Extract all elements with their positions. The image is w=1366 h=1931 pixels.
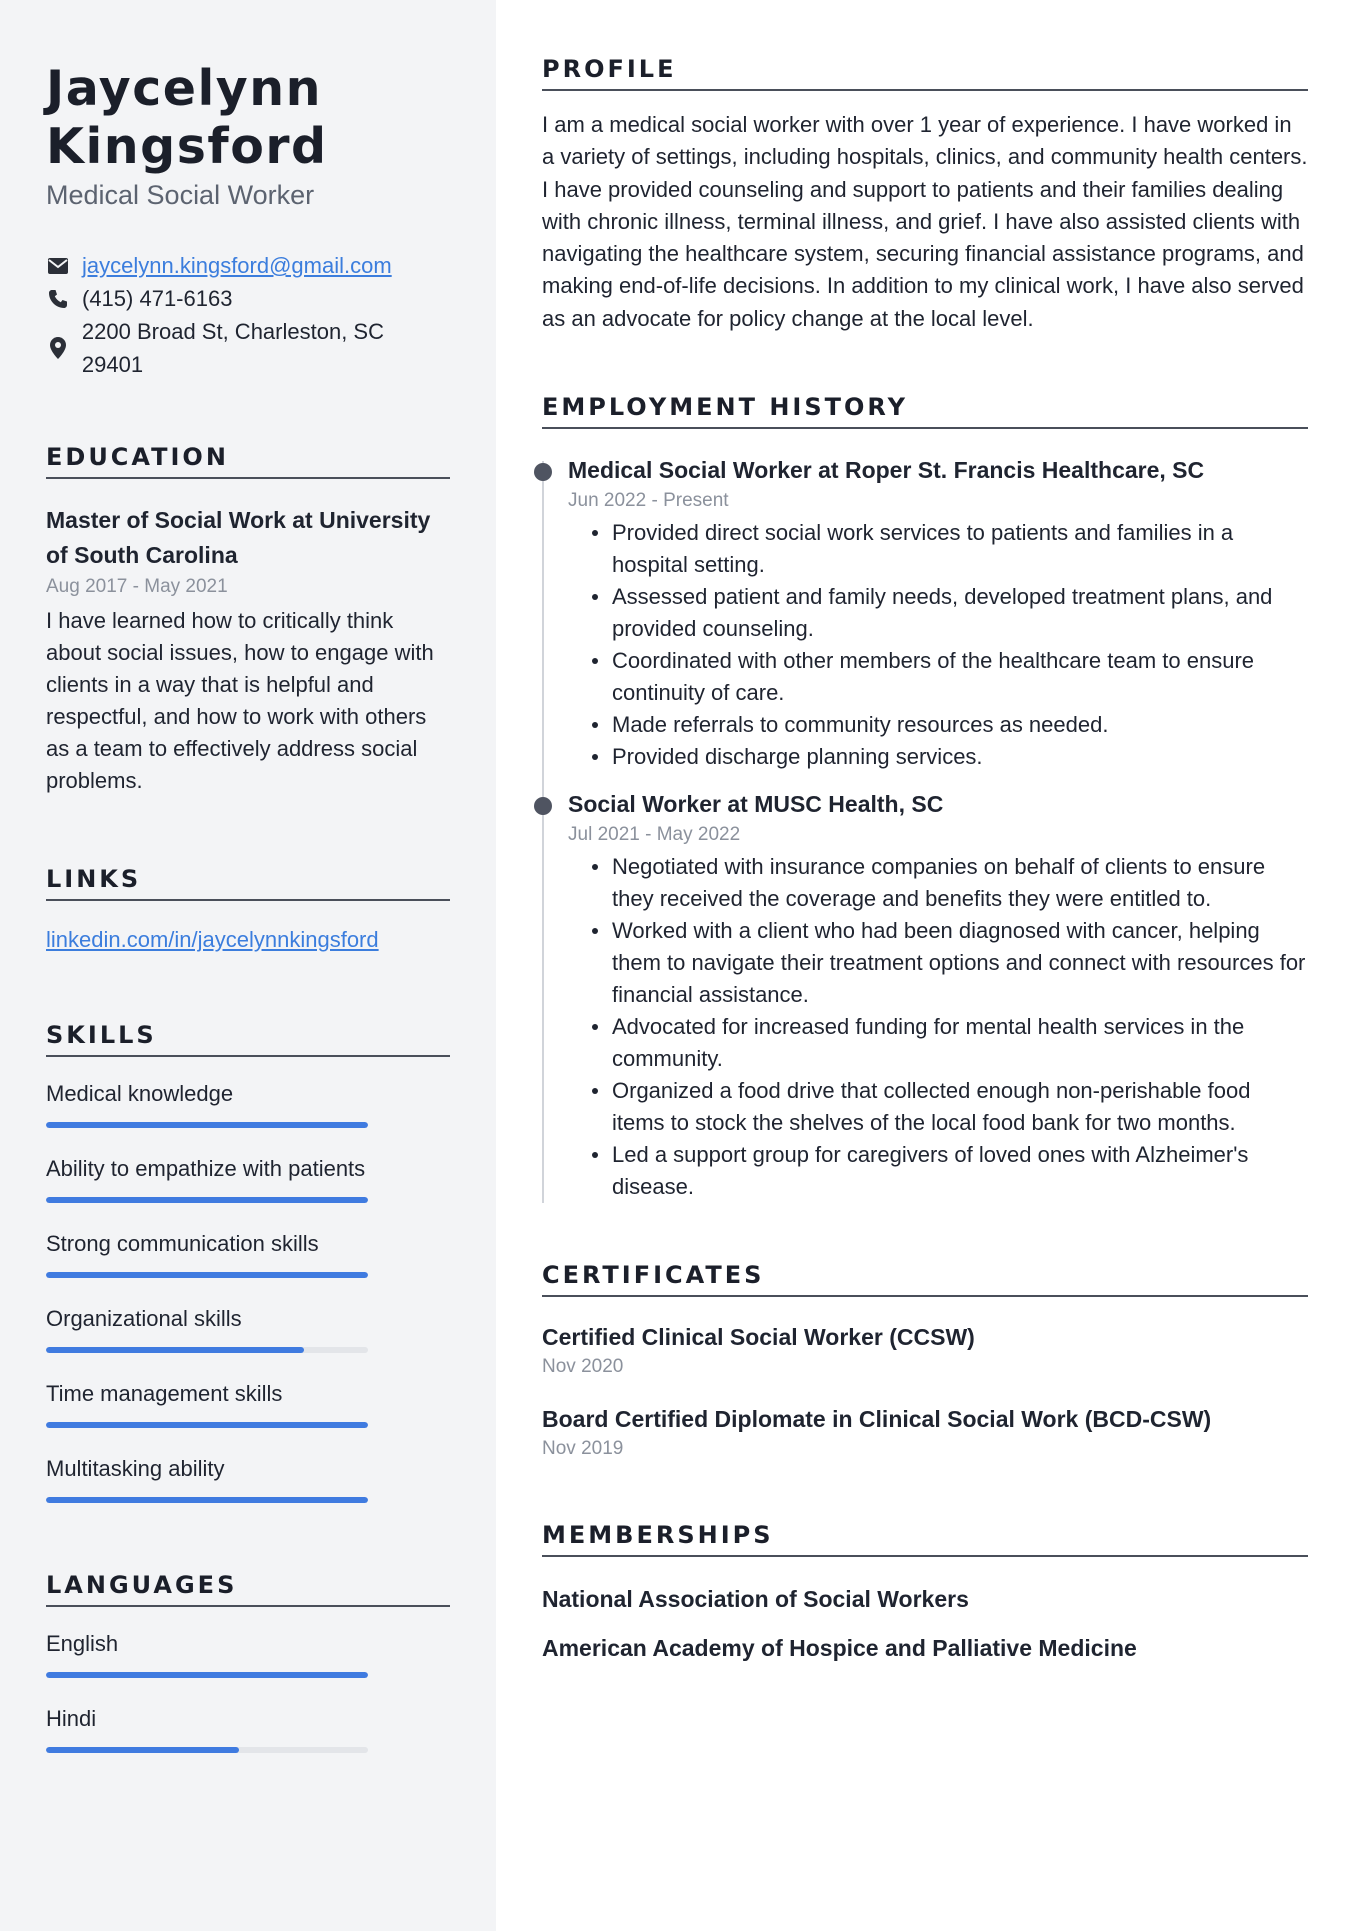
job-dates: Jun 2022 - Present [568, 490, 729, 512]
memberships-section [542, 1521, 1308, 1664]
skills-name: Multitasking ability [46, 1456, 225, 1481]
skills-item [46, 1079, 450, 1128]
job-entry [568, 787, 1308, 1203]
skills-item [46, 1379, 450, 1428]
timeline-dot [534, 463, 552, 481]
profile-section [542, 55, 1308, 335]
job-bullet: Advocated for increased funding for mental health services in the community. [586, 1011, 1308, 1075]
job-title: Medical Social Worker [46, 180, 315, 210]
job-dates: Jul 2021 - May 2022 [568, 824, 741, 846]
languages-name: Hindi [46, 1706, 97, 1731]
certificate-item [542, 1321, 1308, 1381]
skills-level-bar [46, 1347, 368, 1353]
phone-number: (415) 471-6163 [82, 286, 233, 311]
skills-heading: SKILLS [46, 1021, 450, 1057]
job-bullet: Provided discharge planning services. [586, 741, 1308, 773]
skills-level-bar [46, 1422, 368, 1428]
job-bullet: Negotiated with insurance companies on behalf of clients to ensure they received the coverage and benefits they were entitled to. [586, 851, 1308, 915]
certificates-section [542, 1261, 1308, 1463]
job-bullet: Worked with a client who had been diagnosed with cancer, helping them to navigate their treatment options and connect with resources for financial assistance. [586, 915, 1308, 1011]
contact-email [46, 249, 450, 282]
languages-level-fill [46, 1672, 368, 1678]
languages-name: English [46, 1631, 119, 1656]
skills-level-fill [46, 1347, 304, 1353]
job-bullets [568, 851, 1308, 1203]
skills-name: Strong communication skills [46, 1231, 319, 1256]
membership-item: National Association of Social Workers [542, 1586, 969, 1613]
job-bullets [568, 517, 1308, 773]
memberships-heading: MEMBERSHIPS [542, 1521, 1308, 1557]
contact-address [46, 315, 450, 381]
contact-phone [46, 282, 450, 315]
skills-level-fill [46, 1497, 368, 1503]
skills-level-bar [46, 1197, 368, 1203]
skills-level-bar [46, 1497, 368, 1503]
skills-name: Organizational skills [46, 1306, 242, 1331]
languages-heading: LANGUAGES [46, 1571, 450, 1607]
job-title: Medical Social Worker at Roper St. Francis Healthcare, SC [568, 457, 1205, 484]
languages-section [46, 1571, 450, 1753]
name-line-last: Kingsford [46, 118, 328, 175]
skills-item [46, 1229, 450, 1278]
sidebar [0, 0, 496, 1931]
linkedin-link[interactable]: linkedin.com/in/jaycelynnkingsford [46, 927, 379, 952]
skills-item [46, 1454, 450, 1503]
skills-level-fill [46, 1422, 368, 1428]
main-content [496, 0, 1366, 1931]
job-title: Social Worker at MUSC Health, SC [568, 791, 944, 818]
education-degree: Master of Social Work at University of South Carolina [46, 507, 431, 568]
certificates-heading: CERTIFICATES [542, 1261, 1308, 1297]
certificate-name: Board Certified Diplomate in Clinical Social Work (BCD-CSW) [542, 1406, 1212, 1433]
education-heading: EDUCATION [46, 443, 450, 479]
links-heading: LINKS [46, 865, 450, 901]
education-dates: Aug 2017 - May 2021 [46, 576, 228, 597]
job-bullet: Organized a food drive that collected enough non-perishable food items to stock the shelves of the local food bank for two months. [586, 1075, 1308, 1139]
languages-item [46, 1629, 450, 1678]
employment-timeline [542, 453, 1308, 1203]
languages-level-bar [46, 1672, 368, 1678]
membership-item: American Academy of Hospice and Palliative Medicine [542, 1635, 1137, 1662]
skills-item [46, 1304, 450, 1353]
phone-icon [46, 287, 70, 311]
certificate-date: Nov 2019 [542, 1438, 624, 1460]
employment-section [542, 393, 1308, 1203]
languages-level-bar [46, 1747, 368, 1753]
timeline-dot [534, 797, 552, 815]
education-description: I have learned how to critically think about social issues, how to engage with clients in a way that is helpful and respectful, and how to work with others as a team to effectively address social problems. [46, 608, 434, 793]
skills-level-fill [46, 1122, 368, 1128]
certificate-item [542, 1403, 1308, 1463]
education-section [46, 443, 450, 797]
job-bullet: Provided direct social work services to patients and families in a hospital setting. [586, 517, 1308, 581]
email-link[interactable]: jaycelynn.kingsford@gmail.com [82, 253, 392, 278]
employment-heading: EMPLOYMENT HISTORY [542, 393, 1308, 429]
envelope-icon [46, 254, 70, 278]
job-bullet: Made referrals to community resources as needed. [586, 709, 1308, 741]
skills-level-fill [46, 1197, 368, 1203]
map-pin-icon [46, 336, 70, 360]
timeline-line [542, 461, 544, 1203]
skills-level-bar [46, 1122, 368, 1128]
skills-level-fill [46, 1272, 368, 1278]
address-text: 2200 Broad St, Charleston, SC 29401 [81, 319, 384, 377]
links-section [46, 865, 450, 953]
languages-list [46, 1629, 450, 1753]
languages-item [46, 1704, 450, 1753]
skills-name: Ability to empathize with patients [46, 1156, 366, 1181]
contact-details [46, 249, 450, 381]
skills-name: Medical knowledge [46, 1081, 234, 1106]
skills-section [46, 1021, 450, 1503]
skills-level-bar [46, 1272, 368, 1278]
job-entry [568, 453, 1308, 773]
skills-name: Time management skills [46, 1381, 283, 1406]
skills-item [46, 1154, 450, 1203]
job-bullet: Led a support group for caregivers of loved ones with Alzheimer's disease. [586, 1139, 1308, 1203]
certificate-date: Nov 2020 [542, 1356, 624, 1378]
candidate-name [46, 60, 450, 176]
name-line-first: Jaycelynn [46, 60, 323, 117]
profile-heading: PROFILE [542, 55, 1308, 91]
profile-text: I am a medical social worker with over 1 year of experience. I have worked in a variety of settings, including hospitals, clinics, and community health centers. I have provided counseling and support to patients and their families dealing with chronic illness, terminal illness, and grief. I have also assisted clients with navigating the healthcare system, securing financial assistance programs, and making end-of-life decisions. In addition to my clinical work, I have also served as an advocate for policy change at the local level. [542, 112, 1308, 331]
languages-level-fill [46, 1747, 239, 1753]
job-bullet: Coordinated with other members of the healthcare team to ensure continuity of care. [586, 645, 1308, 709]
certificate-name: Certified Clinical Social Worker (CCSW) [542, 1324, 975, 1351]
skills-list [46, 1079, 450, 1503]
job-bullet: Assessed patient and family needs, developed treatment plans, and provided counseling. [586, 581, 1308, 645]
